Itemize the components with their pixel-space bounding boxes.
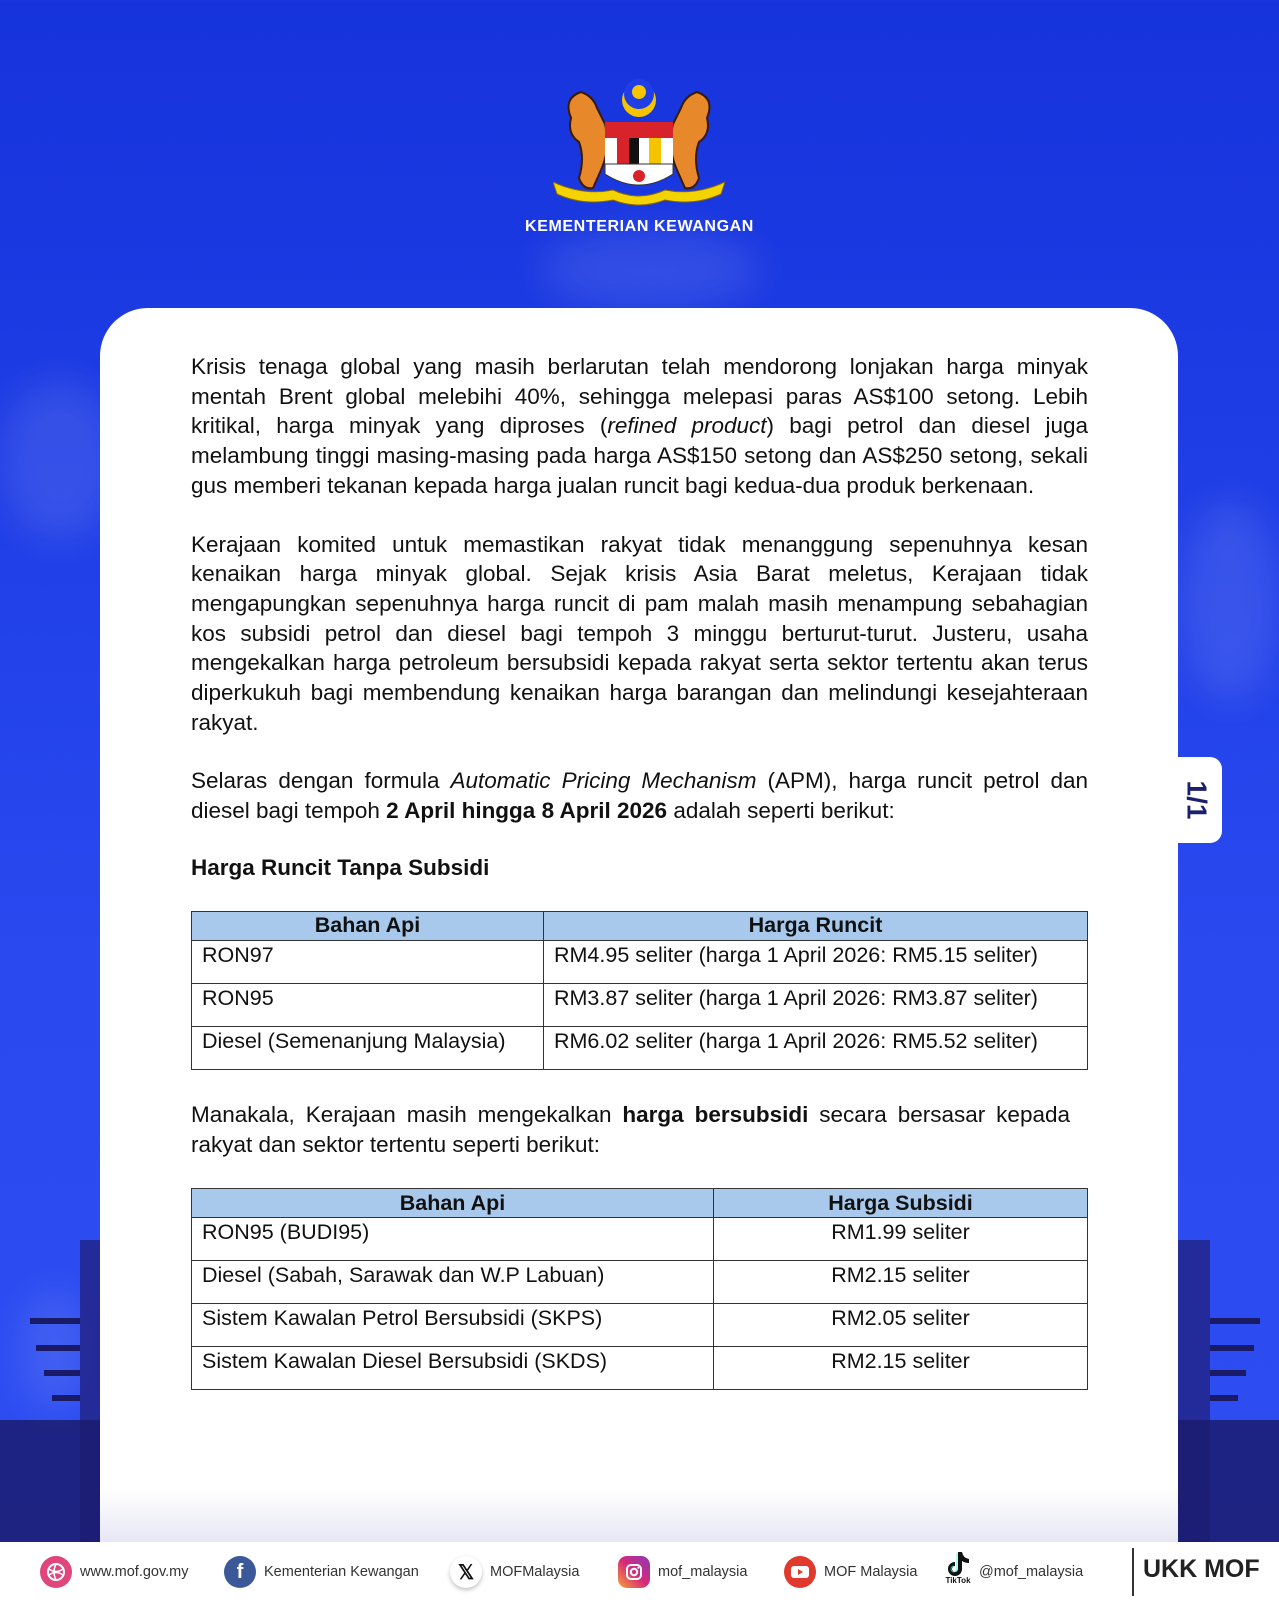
table-row — [192, 1304, 1088, 1347]
fuel-type-cell: Sistem Kawalan Diesel Bersubsidi (SKDS) — [192, 1347, 714, 1390]
page-indicator-tab — [1170, 757, 1222, 843]
fuel-type-cell: Sistem Kawalan Petrol Bersubsidi (SKPS) — [192, 1304, 714, 1347]
table-row — [192, 1218, 1088, 1261]
paragraph-4: Manakala, Kerajaan masih mengekalkan harga bersubsidi secara bersasar kepada rakyat dan sektor tertentu seperti berikut: — [191, 1101, 1070, 1157]
column-header: Bahan Api — [192, 911, 544, 940]
table-row — [192, 1261, 1088, 1304]
instagram-icon — [618, 1556, 650, 1588]
tiktok-icon: TikTok — [945, 1550, 971, 1585]
globe-icon — [40, 1556, 72, 1588]
paragraph-2: Kerajaan komited untuk memastikan rakyat tidak menanggung sepenuhnya kesan kenaikan harga minyak global. Sejak krisis Asia Barat meletus, Kerajaan tidak mengapungkan sepenuhnya harga runcit di pam malah masih menampung sebahagian kos subsidi petrol dan diesel bagi tempoh 3 minggu berturut-turut. Justeru, usaha mengekalkan harga petroleum bersubsidi kepada rakyat serta sektor tertentu akan terus diperkukuh bagi membendung kenaikan harga barangan dan melindungi kesejahteraan rakyat. — [191, 531, 1088, 735]
price-cell: RM3.87 seliter (harga 1 April 2026: RM3.87 seliter) — [544, 983, 1088, 1026]
column-header: Bahan Api — [192, 1189, 714, 1218]
table-row — [192, 940, 1088, 983]
fuel-type-cell: RON95 (BUDI95) — [192, 1218, 714, 1261]
paragraph-1: Krisis tenaga global yang masih berlarutan telah mendorong lonjakan harga minyak mentah Brent global melebihi 40%, sehingga melepasi paras AS$100 setong. Lebih kritikal, harga minyak yang diproses (refined product) bagi petrol dan diesel juga melambung tinggi masing-masing pada harga AS$150 setong dan AS$250 setong, sekali gus memberi tekanan kepada harga jualan runcit bagi kedua-dua produk berkenaan. — [191, 354, 1088, 498]
background-cloud — [1180, 500, 1279, 700]
price-cell: RM2.15 seliter — [714, 1347, 1088, 1390]
price-cell: RM4.95 seliter (harga 1 April 2026: RM5.15 seliter) — [544, 940, 1088, 983]
fuel-type-cell: Diesel (Semenanjung Malaysia) — [192, 1026, 544, 1069]
page-indicator: 1/1 — [1181, 780, 1212, 820]
fuel-type-cell: RON97 — [192, 940, 544, 983]
column-header: Harga Runcit — [544, 911, 1088, 940]
price-cell: RM2.15 seliter — [714, 1261, 1088, 1304]
brand-label: UKK MOF — [1143, 1555, 1260, 1583]
section-title: Harga Runcit Tanpa Subsidi — [191, 854, 490, 880]
retail-price-table — [191, 911, 1088, 1070]
price-cell: RM1.99 seliter — [714, 1218, 1088, 1261]
table-row — [192, 983, 1088, 1026]
footer-link-instagram[interactable]: mof_malaysia — [618, 1556, 747, 1588]
footer-link-youtube[interactable]: MOF Malaysia — [784, 1556, 917, 1588]
paragraph-3: Selaras dengan formula Automatic Pricing Mechanism (APM), harga runcit petrol dan diesel bagi tempoh 2 April hingga 8 April 2026 adalah seperti berikut: — [191, 768, 1089, 824]
price-cell: RM2.05 seliter — [714, 1304, 1088, 1347]
footer-link-tiktok[interactable]: TikTok @mof_malaysia — [945, 1550, 1083, 1585]
ministry-name: KEMENTERIAN KEWANGAN — [525, 218, 754, 235]
header — [0, 0, 1279, 300]
footer-link-website[interactable]: www.mof.gov.my — [40, 1556, 189, 1588]
facebook-icon: f — [224, 1556, 256, 1588]
column-header: Harga Subsidi — [714, 1189, 1088, 1218]
x-icon: 𝕏 — [450, 1556, 482, 1588]
table-row — [192, 1026, 1088, 1069]
malaysia-coat-of-arms-icon — [553, 78, 725, 208]
fuel-type-cell: RON95 — [192, 983, 544, 1026]
price-cell: RM6.02 seliter (harga 1 April 2026: RM5.52 seliter) — [544, 1026, 1088, 1069]
footer-link-facebook[interactable]: f Kementerian Kewangan — [224, 1556, 419, 1588]
footer-divider — [1132, 1548, 1134, 1596]
youtube-icon — [784, 1556, 816, 1588]
card-bottom-fade — [100, 1490, 1178, 1542]
subsidised-price-table — [191, 1188, 1088, 1390]
footer-link-x[interactable]: 𝕏 MOFMalaysia — [450, 1556, 579, 1588]
fuel-type-cell: Diesel (Sabah, Sarawak dan W.P Labuan) — [192, 1261, 714, 1304]
press-release-body — [191, 352, 1088, 1390]
table-row — [192, 1347, 1088, 1390]
